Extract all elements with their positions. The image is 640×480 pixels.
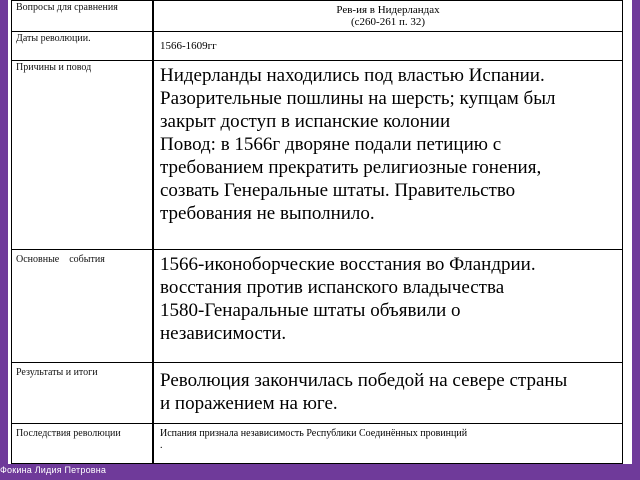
causes-line: Нидерланды находились под властью Испании.: [160, 65, 545, 86]
row-dates-value: 1566-1609гг: [160, 40, 217, 52]
row-consequences-label: Последствия революции: [16, 428, 121, 439]
events-line: 1580-Генаральные штаты объявили о: [160, 300, 461, 321]
events-line: восстания против испанского владычества: [160, 277, 505, 298]
row-consequences-label-cell: [11, 423, 153, 464]
results-line: Революция закончилась победой на севере страны: [160, 370, 568, 391]
row-results-value-cell: [153, 362, 623, 424]
row-causes-label: Причины и повод: [16, 62, 92, 73]
row-dates-value-cell: [153, 31, 623, 61]
header-title-line1: Рев-ия в Нидерландах: [336, 4, 440, 16]
causes-line: требования не выполнило.: [160, 203, 375, 224]
row-results-label: Результаты и итоги: [16, 367, 98, 378]
row-consequences-value-cell: [153, 423, 623, 464]
header-criteria-label: Вопросы для сравнения: [16, 2, 118, 13]
events-line: 1566-иконоборческие восстания во Фландрии.: [160, 254, 536, 275]
row-causes-label-cell: [11, 60, 153, 250]
header-criteria-cell: [11, 0, 153, 32]
header-title-line2: (с260-261 п. 32): [350, 16, 425, 28]
causes-line: Разорительные пошлины на шерсть; купцам был: [160, 88, 556, 109]
causes-line: созвать Генеральные штаты. Правительство: [160, 180, 516, 201]
row-events-value-cell: [153, 249, 623, 363]
header-title-cell: [153, 0, 623, 32]
row-causes-value-cell: [153, 60, 623, 250]
row-results-label-cell: [11, 362, 153, 424]
row-dates-label: Даты революции.: [16, 33, 91, 44]
row-dates-label-cell: [11, 31, 153, 61]
row-events-label-cell: [11, 249, 153, 363]
author-footer: Фокина Лидия Петровна: [0, 465, 107, 475]
causes-line: требованием прекратить религиозные гонения,: [160, 157, 542, 178]
causes-line: закрыт доступ в испанские колонии: [160, 111, 451, 132]
events-line: независимости.: [160, 323, 287, 344]
consequences-line: Испания признала независимость Республики Соединённых провинций: [160, 428, 468, 439]
row-events-label: Основные события: [16, 254, 105, 265]
results-line: и поражением на юге.: [160, 393, 338, 414]
consequences-line: .: [160, 440, 163, 451]
causes-line: Повод: в 1566г дворяне подали петицию с: [160, 134, 502, 155]
